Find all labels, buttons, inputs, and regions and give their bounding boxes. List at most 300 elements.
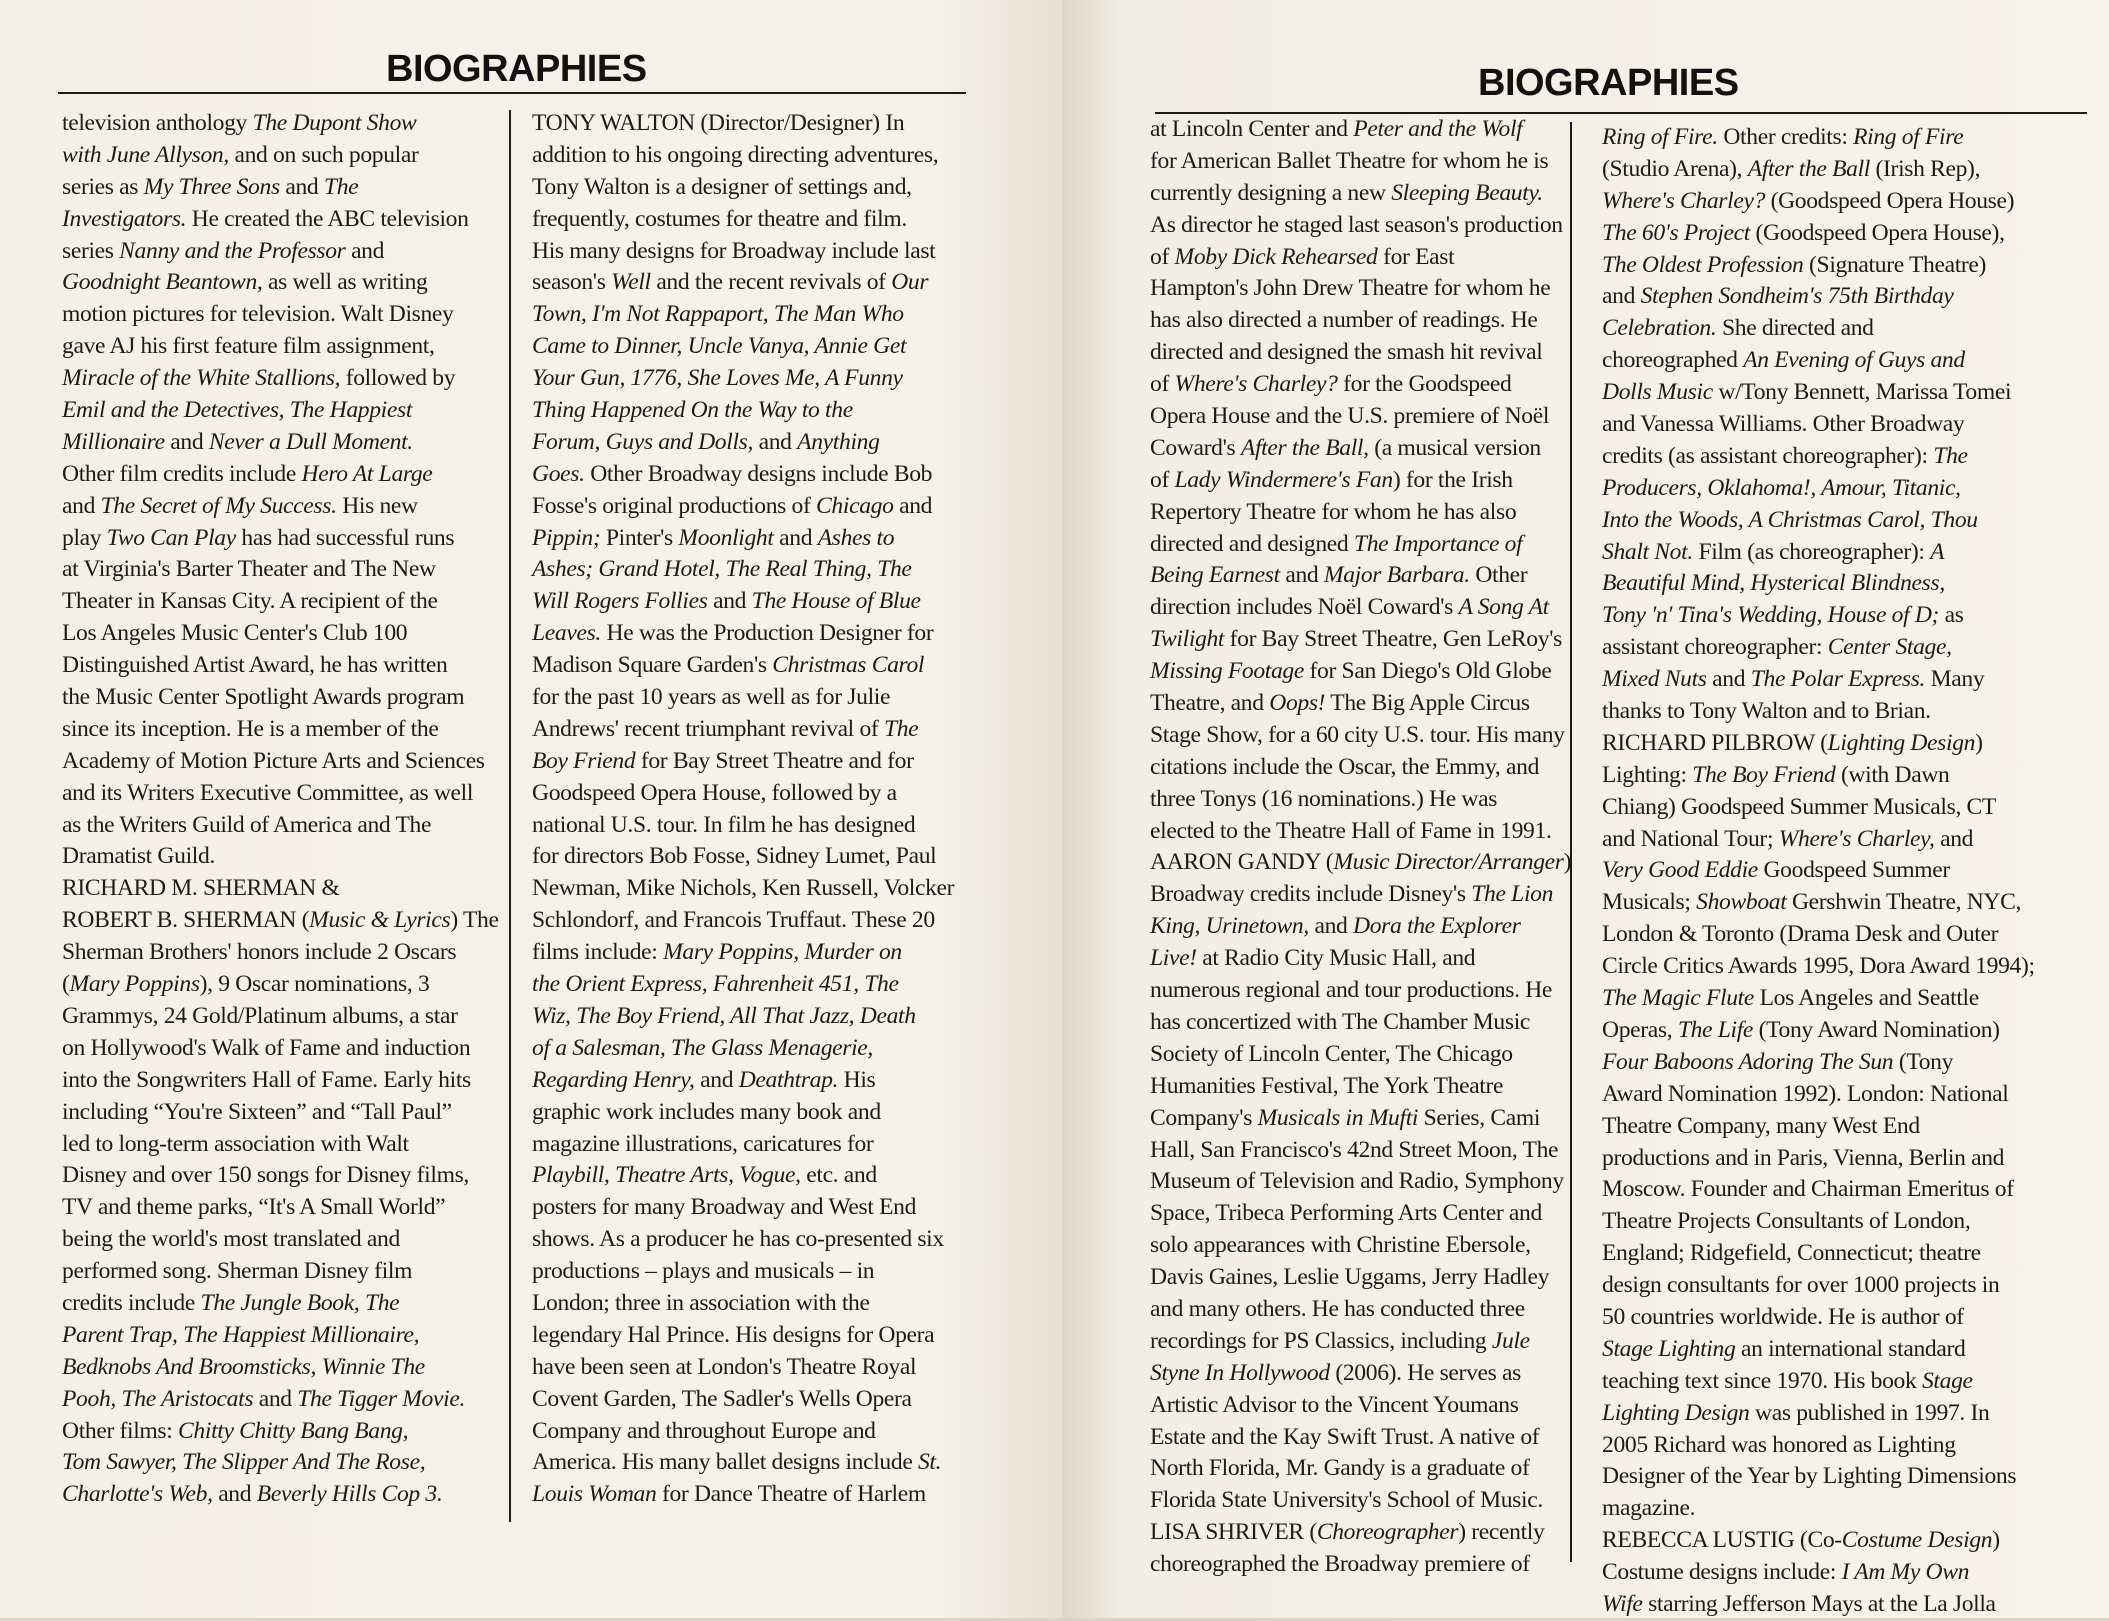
text-line bbox=[1602, 632, 2042, 664]
text-line bbox=[1150, 975, 1562, 1007]
text-run: Goodspeed Summer bbox=[1757, 857, 1950, 884]
italic-title: Dolls Music bbox=[1602, 379, 1713, 406]
text-run: performed song. Sherman Disney film bbox=[62, 1258, 413, 1285]
text-line bbox=[62, 491, 502, 523]
text-line bbox=[62, 1065, 502, 1097]
text-run: motion pictures for television. Walt Disney bbox=[62, 301, 454, 328]
text-run: productions and in Paris, Vienna, Berlin and bbox=[1602, 1144, 2005, 1171]
text-line bbox=[1602, 281, 2042, 313]
italic-title: Emil and the Detectives, The Happiest bbox=[62, 397, 413, 424]
italic-title: Mary Poppins, Murder on bbox=[663, 939, 902, 966]
italic-title: Showboat bbox=[1696, 889, 1787, 916]
text-line bbox=[532, 618, 972, 650]
text-line bbox=[1150, 1390, 1562, 1422]
text-line bbox=[1602, 154, 2042, 186]
text-run: directed and designed bbox=[1150, 530, 1354, 557]
italic-title: Celebration. bbox=[1602, 315, 1717, 342]
italic-title: Sleeping Beauty. bbox=[1391, 179, 1543, 206]
text-run: magazine. bbox=[1602, 1495, 1696, 1522]
text-line bbox=[532, 395, 972, 427]
italic-title: Stage bbox=[1921, 1367, 1973, 1394]
text-run: Theatre Projects Consultants of London, bbox=[1602, 1208, 1971, 1235]
italic-title: Beautiful Mind, Hysterical Blindness, bbox=[1602, 570, 1945, 597]
text-line bbox=[1150, 1422, 1562, 1454]
text-run: REBECCA LUSTIG (Co- bbox=[1602, 1527, 1842, 1554]
text-line bbox=[62, 1288, 502, 1320]
text-line bbox=[1602, 1589, 2042, 1621]
text-run: Theater in Kansas City. A recipient of the bbox=[62, 588, 438, 615]
text-run: starring Jefferson Mays at the La Jolla bbox=[1642, 1590, 1996, 1617]
italic-title: Investigators. bbox=[62, 205, 187, 232]
italic-title: Goes. bbox=[532, 460, 585, 487]
text-line bbox=[1602, 218, 2042, 250]
text-line bbox=[62, 299, 502, 331]
text-line bbox=[1602, 1525, 2042, 1557]
italic-title: Will Rogers Follies bbox=[532, 588, 708, 615]
text-line bbox=[532, 1033, 972, 1065]
italic-title: I Am My Own bbox=[1841, 1559, 1970, 1586]
text-run: for the Goodspeed bbox=[1337, 371, 1512, 398]
text-run: of bbox=[1150, 466, 1175, 493]
text-line bbox=[62, 1416, 502, 1448]
text-line bbox=[532, 841, 972, 873]
text-run: as the Writers Guild of America and The bbox=[62, 811, 432, 838]
italic-title: Missing Footage bbox=[1150, 658, 1304, 685]
text-line bbox=[1602, 887, 2042, 919]
text-line bbox=[1150, 1135, 1562, 1167]
italic-title: Shalt Not. bbox=[1602, 538, 1693, 565]
text-run: (Signature Theatre) bbox=[1803, 251, 1987, 278]
italic-title: Lighting Design bbox=[1827, 729, 1976, 756]
text-line bbox=[1150, 1071, 1562, 1103]
text-line bbox=[62, 618, 502, 650]
text-run: (a musical version bbox=[1368, 434, 1541, 461]
text-line bbox=[532, 1288, 972, 1320]
italic-title: Lady Windermere's Fan bbox=[1174, 466, 1393, 493]
text-line bbox=[532, 969, 972, 1001]
italic-title: Louis Woman bbox=[532, 1481, 657, 1508]
italic-title: Wiz, The Boy Friend, All That Jazz, Death bbox=[532, 1002, 916, 1029]
italic-title: with June Allyson, bbox=[62, 141, 229, 168]
italic-title: Center Stage, bbox=[1827, 634, 1952, 661]
italic-title: Miracle of the White Stallions, bbox=[62, 365, 341, 392]
italic-title: Four Baboons Adoring The Sun bbox=[1602, 1048, 1894, 1075]
italic-title: Jule bbox=[1491, 1327, 1530, 1354]
text-run: Distinguished Artist Award, he has written bbox=[62, 652, 448, 679]
text-line bbox=[532, 140, 972, 172]
text-line bbox=[1602, 855, 2042, 887]
text-line bbox=[1602, 441, 2042, 473]
text-line bbox=[62, 331, 502, 363]
text-run: Operas, bbox=[1602, 1016, 1678, 1043]
text-line bbox=[1602, 728, 2042, 760]
text-line bbox=[1150, 273, 1562, 305]
text-run: ), 9 Oscar nominations, 3 bbox=[199, 971, 430, 998]
text-line bbox=[62, 1384, 502, 1416]
text-run: and bbox=[1602, 283, 1641, 310]
column-divider-right bbox=[1570, 122, 1572, 1562]
text-run: Series, Cami bbox=[1418, 1104, 1541, 1131]
text-run: national U.S. tour. In film he has designed bbox=[532, 811, 916, 838]
text-line bbox=[1602, 186, 2042, 218]
text-run: London; three in association with the bbox=[532, 1289, 870, 1316]
text-run: season's bbox=[532, 269, 612, 296]
text-run: Moscow. Founder and Chairman Emeritus of bbox=[1602, 1176, 2014, 1203]
text-line bbox=[1602, 1143, 2042, 1175]
italic-title: Two Can Play bbox=[106, 524, 236, 551]
text-run: Dramatist Guild. bbox=[62, 843, 215, 870]
text-run: and bbox=[62, 492, 101, 519]
text-line bbox=[532, 778, 972, 810]
text-line bbox=[1150, 210, 1562, 242]
text-run: (with Dawn bbox=[1835, 761, 1950, 788]
text-line bbox=[1602, 1302, 2042, 1334]
italic-title: Into the Woods, A Christmas Carol, Thou bbox=[1602, 506, 1978, 533]
text-run: Goodspeed Opera House, followed by a bbox=[532, 779, 897, 806]
text-run: Academy of Motion Picture Arts and Sciences bbox=[62, 747, 485, 774]
text-run: TV and theme parks, “It's A Small World” bbox=[62, 1194, 446, 1221]
text-run: Grammys, 24 Gold/Platinum albums, a star bbox=[62, 1002, 458, 1029]
text-line bbox=[1602, 568, 2042, 600]
text-line bbox=[1150, 879, 1562, 911]
text-line bbox=[532, 554, 972, 586]
text-run: and its Writers Executive Committee, as well bbox=[62, 779, 474, 806]
text-run: assistant choreographer: bbox=[1602, 634, 1828, 661]
text-line bbox=[1150, 752, 1562, 784]
text-run: has also directed a number of readings. He bbox=[1150, 307, 1538, 334]
text-run: The Big Apple Circus bbox=[1325, 690, 1530, 717]
text-run: and bbox=[279, 173, 324, 200]
text-run: at Virginia's Barter Theater and The New bbox=[62, 556, 436, 583]
text-line bbox=[1150, 592, 1562, 624]
text-line bbox=[1150, 560, 1562, 592]
text-run: ( bbox=[62, 971, 70, 998]
italic-title: Styne In Hollywood bbox=[1150, 1359, 1330, 1386]
italic-title: The Jungle Book, The bbox=[200, 1289, 400, 1316]
text-line bbox=[1602, 250, 2042, 282]
column-divider-left bbox=[509, 110, 511, 1522]
text-run: posters for many Broadway and West End bbox=[532, 1194, 917, 1221]
text-line bbox=[532, 331, 972, 363]
text-line bbox=[1602, 1557, 2042, 1589]
text-run: Circle Critics Awards 1995, Dora Award 1994); bbox=[1602, 953, 2035, 980]
text-run: ) The bbox=[450, 907, 499, 934]
text-line bbox=[1150, 1230, 1562, 1262]
italic-title: The Magic Flute bbox=[1602, 985, 1755, 1012]
italic-title: Music & Lyrics bbox=[309, 907, 451, 934]
text-line bbox=[1150, 1039, 1562, 1071]
text-line bbox=[1150, 529, 1562, 561]
text-line bbox=[1602, 505, 2042, 537]
text-line bbox=[62, 140, 502, 172]
text-line bbox=[532, 1384, 972, 1416]
text-line bbox=[62, 1001, 502, 1033]
text-line bbox=[1602, 1015, 2042, 1047]
italic-title: Twilight bbox=[1150, 626, 1225, 653]
text-run: and bbox=[694, 1066, 739, 1093]
text-run: Los Angeles Music Center's Club 100 bbox=[62, 620, 408, 647]
italic-title: Moonlight bbox=[678, 524, 774, 551]
text-run: Pinter's bbox=[600, 524, 679, 551]
text-run: has concertized with The Chamber Music bbox=[1150, 1008, 1531, 1035]
text-line bbox=[1150, 847, 1572, 879]
text-line bbox=[532, 682, 972, 714]
text-line bbox=[1602, 951, 2042, 983]
text-line bbox=[1602, 1398, 2042, 1430]
italic-title: Hero At Large bbox=[301, 460, 433, 487]
text-run: design consultants for over 1000 projects in bbox=[1602, 1272, 2000, 1299]
italic-title: Never a Dull Moment. bbox=[208, 428, 413, 455]
text-run: for Bay Street Theatre and for bbox=[635, 747, 914, 774]
italic-title: Beverly Hills Cop 3. bbox=[256, 1481, 443, 1508]
italic-title: Came to Dinner, Uncle Vanya, Annie Get bbox=[532, 333, 907, 360]
text-line bbox=[532, 236, 972, 268]
text-run: for Dance Theatre of Harlem bbox=[656, 1481, 926, 1508]
italic-title: King, Urinetown, bbox=[1150, 913, 1309, 940]
text-run: Fosse's original productions of bbox=[532, 492, 817, 519]
text-line bbox=[62, 267, 502, 299]
italic-title: Wife bbox=[1602, 1590, 1643, 1617]
text-line bbox=[62, 714, 502, 746]
text-run: and bbox=[1934, 825, 1974, 852]
text-line bbox=[62, 395, 502, 427]
text-line bbox=[1602, 122, 2042, 154]
text-run: w/Tony Bennett, Marissa Tomei bbox=[1712, 379, 2012, 406]
text-line bbox=[532, 1352, 972, 1384]
text-run: Other Broadway designs include Bob bbox=[584, 460, 933, 487]
text-run: numerous regional and tour productions. He bbox=[1150, 977, 1553, 1004]
text-run: 50 countries worldwide. He is author of bbox=[1602, 1303, 1964, 1330]
text-run: and bbox=[753, 428, 798, 455]
text-run: teaching text since 1970. His book bbox=[1602, 1367, 1922, 1394]
text-run: As director he staged last season's production bbox=[1150, 211, 1563, 238]
text-run: Lighting: bbox=[1602, 761, 1693, 788]
text-run: since its inception. He is a member of the bbox=[62, 715, 439, 742]
text-run: including “You're Sixteen” and “Tall Paul” bbox=[62, 1098, 452, 1125]
italic-title: Our bbox=[891, 269, 929, 296]
text-line bbox=[62, 1129, 502, 1161]
italic-title: Stephen Sondheim's 75th Birthday bbox=[1640, 283, 1954, 310]
italic-title: Peter and the Wolf bbox=[1353, 116, 1523, 142]
text-run: for San Diego's Old Globe bbox=[1304, 658, 1552, 685]
text-run: Costume designs include: bbox=[1602, 1559, 1842, 1586]
text-line bbox=[1602, 824, 2042, 856]
text-line bbox=[62, 427, 502, 459]
text-line bbox=[62, 1033, 502, 1065]
text-run: America. His many ballet designs include bbox=[532, 1449, 918, 1476]
italic-title: Ring of Fire. bbox=[1602, 124, 1718, 150]
text-run: ROBERT B. SHERMAN ( bbox=[62, 907, 310, 934]
text-run: Other films: bbox=[62, 1417, 179, 1444]
italic-title: Town, I'm Not Rappaport, The Man Who bbox=[532, 301, 904, 328]
text-line bbox=[1602, 1493, 2042, 1525]
text-run: Davis Gaines, Leslie Uggams, Jerry Hadley bbox=[1150, 1264, 1550, 1291]
text-line bbox=[62, 1192, 502, 1224]
text-line bbox=[62, 873, 502, 905]
italic-title: The House of Blue bbox=[751, 588, 921, 615]
italic-title: Charlotte's Web, bbox=[62, 1481, 213, 1508]
text-run: Newman, Mike Nichols, Ken Russell, Volcker bbox=[532, 875, 955, 902]
italic-title: Music Director/Arranger bbox=[1333, 849, 1564, 876]
text-line bbox=[1602, 1270, 2042, 1302]
bio-column-left-2 bbox=[532, 108, 972, 1511]
text-run: Schlondorf, and Francois Truffaut. These 20 bbox=[532, 907, 935, 934]
text-run: and Vanessa Williams. Other Broadway bbox=[1602, 411, 1965, 438]
italic-title: Where's Charley? bbox=[1602, 187, 1766, 214]
italic-title: The Secret of My Success. bbox=[100, 492, 337, 519]
text-run: (Tony Award Nomination) bbox=[1753, 1016, 2000, 1043]
text-run: for American Ballet Theatre for whom he is bbox=[1150, 147, 1549, 174]
text-run: led to long-term association with Walt bbox=[62, 1130, 409, 1157]
text-run: England; Ridgefield, Connecticut; theatre bbox=[1602, 1240, 1981, 1267]
text-run: Musicals; bbox=[1602, 889, 1697, 916]
italic-title: Goodnight Beantown, bbox=[62, 269, 263, 296]
text-line bbox=[1602, 1238, 2042, 1270]
text-line bbox=[1150, 1103, 1562, 1135]
text-line bbox=[62, 937, 502, 969]
italic-title: Ashes; Grand Hotel, The Real Thing, The bbox=[532, 556, 912, 583]
text-line bbox=[532, 1097, 972, 1129]
text-line bbox=[532, 204, 972, 236]
text-run: Broadway credits include Disney's bbox=[1150, 881, 1472, 908]
text-run: TONY WALTON (Director/Designer) In bbox=[532, 110, 905, 136]
text-run: and bbox=[164, 428, 209, 455]
text-run: ) bbox=[1992, 1527, 2000, 1554]
text-run: His new bbox=[336, 492, 418, 519]
text-line bbox=[62, 523, 502, 555]
text-run: have been seen at London's Theatre Royal bbox=[532, 1353, 917, 1380]
italic-title: Where's Charley, bbox=[1778, 825, 1935, 852]
text-run: London & Toronto (Drama Desk and Outer bbox=[1602, 921, 1999, 948]
text-run: (Goodspeed Opera House), bbox=[1749, 219, 2005, 246]
text-line bbox=[1602, 1174, 2042, 1206]
text-run: Other credits: bbox=[1717, 124, 1854, 150]
italic-title: Anything bbox=[797, 428, 880, 455]
text-run: as bbox=[1939, 602, 1964, 629]
text-line bbox=[532, 1224, 972, 1256]
text-line bbox=[532, 363, 972, 395]
text-line bbox=[62, 746, 502, 778]
right-page bbox=[1062, 0, 2109, 1618]
text-run: for East bbox=[1377, 243, 1455, 270]
text-run: and many others. He has conducted three bbox=[1150, 1295, 1525, 1322]
text-line bbox=[1150, 1549, 1562, 1581]
italic-title: Pippin; bbox=[532, 524, 601, 551]
text-run: and bbox=[1706, 666, 1751, 693]
text-line bbox=[1602, 377, 2042, 409]
italic-title: Christmas Carol bbox=[772, 652, 925, 679]
text-run: (2006). He serves as bbox=[1329, 1359, 1521, 1386]
text-line bbox=[1602, 1461, 2042, 1493]
text-run: Space, Tribeca Performing Arts Center and bbox=[1150, 1200, 1542, 1227]
text-run: an international standard bbox=[1735, 1335, 1966, 1362]
italic-title: Major Barbara. bbox=[1323, 562, 1470, 589]
text-line bbox=[62, 586, 502, 618]
italic-title: Pooh, The Aristocats bbox=[62, 1385, 254, 1412]
text-line bbox=[532, 108, 972, 140]
text-line bbox=[532, 650, 972, 682]
text-run: the Music Center Spotlight Awards program bbox=[62, 684, 465, 711]
text-run: Gershwin Theatre, NYC, bbox=[1786, 889, 2022, 916]
text-line bbox=[1602, 983, 2042, 1015]
text-line bbox=[1150, 401, 1562, 433]
text-line bbox=[1150, 146, 1562, 178]
text-line bbox=[1150, 1294, 1562, 1326]
text-run: for Bay Street Theatre, Gen LeRoy's bbox=[1224, 626, 1562, 653]
text-line bbox=[1602, 1079, 2042, 1111]
text-run: solo appearances with Christine Ebersole, bbox=[1150, 1232, 1531, 1259]
text-run: has had successful runs bbox=[235, 524, 455, 551]
italic-title: Costume Design bbox=[1841, 1527, 1993, 1554]
text-run: play bbox=[62, 524, 107, 551]
italic-title: Producers, Oklahoma!, Amour, Titanic, bbox=[1602, 474, 1961, 501]
text-line bbox=[62, 1479, 502, 1511]
italic-title: My Three Sons bbox=[143, 173, 280, 200]
text-line bbox=[532, 1160, 972, 1192]
text-line bbox=[532, 491, 972, 523]
text-run: AARON GANDY ( bbox=[1150, 849, 1334, 876]
text-run: His bbox=[838, 1066, 876, 1093]
text-line bbox=[62, 1097, 502, 1129]
text-run: and National Tour; bbox=[1602, 825, 1779, 852]
text-line bbox=[62, 650, 502, 682]
italic-title: After the Ball, bbox=[1240, 434, 1369, 461]
italic-title: St. bbox=[917, 1449, 942, 1476]
text-run: ) bbox=[1975, 729, 1983, 756]
text-line bbox=[532, 905, 972, 937]
text-run: 2005 Richard was honored as Lighting bbox=[1602, 1431, 1956, 1458]
italic-title: The Life bbox=[1677, 1016, 1754, 1043]
text-line bbox=[1602, 664, 2042, 696]
text-line bbox=[1150, 305, 1562, 337]
text-line bbox=[1602, 313, 2042, 345]
italic-title: Leaves. bbox=[532, 620, 601, 647]
text-run: credits include bbox=[62, 1289, 201, 1316]
text-line bbox=[1150, 1007, 1562, 1039]
text-run: Humanities Festival, The York Theatre bbox=[1150, 1072, 1504, 1099]
text-run: graphic work includes many book and bbox=[532, 1098, 881, 1125]
text-run: Chiang) Goodspeed Summer Musicals, CT bbox=[1602, 793, 1996, 820]
text-run: He was the Production Designer for bbox=[600, 620, 934, 647]
text-line bbox=[62, 108, 502, 140]
italic-title: Mixed Nuts bbox=[1602, 666, 1707, 693]
text-line bbox=[62, 1352, 502, 1384]
heading-rule-left bbox=[58, 92, 966, 94]
text-run: was published in 1997. In bbox=[1749, 1399, 1990, 1426]
text-run: Company and throughout Europe and bbox=[532, 1417, 876, 1444]
text-line bbox=[62, 459, 502, 491]
italic-title: The Importance of bbox=[1353, 530, 1523, 557]
text-line bbox=[62, 778, 502, 810]
text-run: currently designing a new bbox=[1150, 179, 1392, 206]
text-run: productions – plays and musicals – in bbox=[532, 1258, 875, 1285]
text-line bbox=[1150, 497, 1562, 529]
text-run: Disney and over 150 songs for Disney films, bbox=[62, 1162, 469, 1189]
italic-title: After the Ball bbox=[1747, 155, 1870, 182]
text-line bbox=[532, 586, 972, 618]
text-run: shows. As a producer he has co-presented six bbox=[532, 1226, 944, 1253]
text-line bbox=[1602, 792, 2042, 824]
italic-title: Bedknobs And Broomsticks, Winnie The bbox=[62, 1353, 425, 1380]
text-line bbox=[532, 459, 972, 491]
text-line bbox=[62, 172, 502, 204]
text-run: He created the ABC television bbox=[186, 205, 469, 232]
italic-title: The bbox=[883, 715, 919, 742]
text-run: Stage Show, for a 60 city U.S. tour. His many bbox=[1150, 721, 1565, 748]
italic-title: A Song At bbox=[1458, 594, 1549, 621]
text-run: and bbox=[773, 524, 818, 551]
italic-title: Mary Poppins bbox=[69, 971, 200, 998]
